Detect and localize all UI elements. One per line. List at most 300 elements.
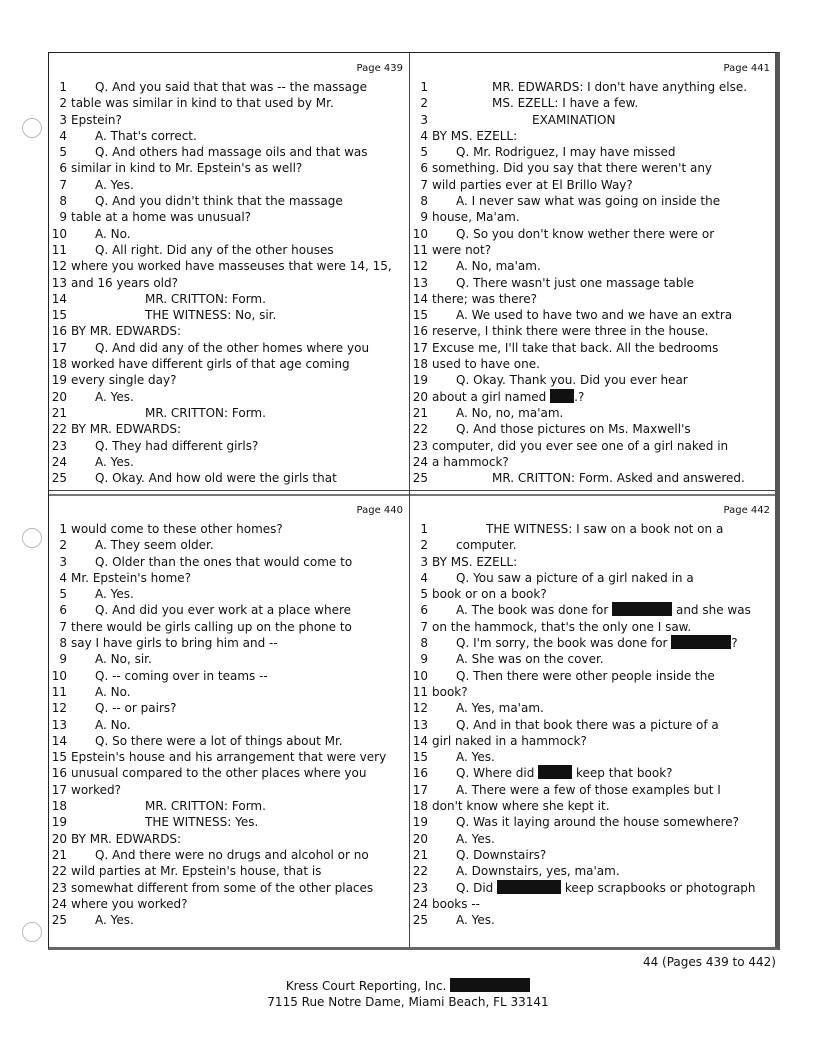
- line-text-main: A. Yes.: [95, 913, 134, 928]
- line-text: [71, 521, 283, 537]
- transcript-line: [49, 733, 409, 749]
- line-text-main: where you worked?: [71, 896, 188, 911]
- line-text: [71, 421, 181, 437]
- line-text: [95, 537, 214, 553]
- line-number: 12: [412, 259, 428, 274]
- redaction-box: [612, 602, 672, 616]
- transcript-line: [49, 340, 409, 356]
- line-text: [145, 291, 266, 307]
- transcript-line: [49, 144, 409, 160]
- transcript-line: [49, 684, 409, 700]
- line-text: [95, 128, 197, 144]
- transcript-line: [49, 193, 409, 209]
- line-number: 2: [420, 96, 428, 111]
- line-text: [95, 193, 343, 209]
- transcript-line: [49, 635, 409, 651]
- transcript-line: [49, 798, 409, 814]
- transcript-line: [410, 160, 776, 176]
- transcript-lines: [49, 521, 409, 928]
- transcript-line: [49, 372, 409, 388]
- transcript-line: [410, 209, 776, 225]
- line-number: 25: [51, 471, 67, 486]
- line-text: [432, 454, 509, 470]
- line-number: 11: [412, 684, 428, 699]
- line-number: 13: [412, 275, 428, 290]
- transcript-line: [410, 323, 776, 339]
- line-text-tail: .?: [574, 389, 585, 404]
- transcript-line: [49, 258, 409, 274]
- line-text-main: MS. EZELL: I have a few.: [492, 96, 639, 111]
- line-text: [95, 684, 131, 700]
- line-text: [432, 340, 718, 356]
- transcript-line: [49, 209, 409, 225]
- transcript-line: [49, 896, 409, 912]
- line-text: [456, 635, 738, 651]
- line-text-main: Q. Then there were other people inside the: [456, 668, 715, 683]
- line-text-main: A. That's correct.: [95, 128, 197, 143]
- line-text-main: A. Yes.: [95, 587, 134, 602]
- line-text-main: wild parties ever at El Brillo Way?: [432, 177, 633, 192]
- line-number: 16: [51, 766, 67, 781]
- line-text: [71, 635, 278, 651]
- line-text: [432, 128, 517, 144]
- line-text-main: MR. CRITTON: Form.: [145, 405, 266, 420]
- line-text: [432, 160, 712, 176]
- line-number: 22: [51, 864, 67, 879]
- line-number: 19: [51, 815, 67, 830]
- line-text: [95, 668, 268, 684]
- line-number: 5: [59, 145, 67, 160]
- line-text-main: Q. Was it laying around the house somewhere?: [456, 815, 740, 830]
- line-text: [71, 209, 251, 225]
- line-text-main: Q. You saw a picture of a girl naked in a: [456, 570, 694, 585]
- line-number: 23: [412, 880, 428, 895]
- line-text: [95, 340, 369, 356]
- line-text-main: MR. EDWARDS: I don't have anything else.: [492, 80, 748, 94]
- line-text-main: Mr. Epstein's home?: [71, 570, 192, 585]
- line-text: [71, 160, 302, 176]
- line-number: 17: [51, 340, 67, 355]
- transcript-line: [410, 749, 776, 765]
- transcript-line: [49, 307, 409, 323]
- line-text-main: worked have different girls of that age coming: [71, 357, 350, 372]
- transcript-line: [49, 831, 409, 847]
- line-number: 7: [59, 177, 67, 192]
- line-number: 17: [412, 340, 428, 355]
- line-number: 1: [59, 522, 67, 536]
- line-number: 6: [59, 603, 67, 618]
- line-number: 9: [59, 652, 67, 667]
- line-text-main: BY MS. EZELL:: [432, 128, 518, 143]
- line-text-main: were not?: [432, 242, 492, 257]
- transcript-line: [49, 782, 409, 798]
- line-number: 15: [51, 308, 67, 323]
- line-text-main: every single day?: [71, 373, 177, 388]
- transcript-line: [410, 258, 776, 274]
- line-text-main: on the hammock, that's the only one I saw.: [432, 619, 692, 634]
- line-text-main: used to have one.: [432, 357, 540, 372]
- line-text: [456, 144, 676, 160]
- line-number: 2: [420, 538, 428, 553]
- line-text: [95, 470, 337, 486]
- line-number: 15: [412, 308, 428, 323]
- line-text-main: Q. -- or pairs?: [95, 701, 177, 716]
- line-number: 5: [420, 145, 428, 160]
- line-number: 7: [420, 177, 428, 192]
- line-text-tail: keep scrapbooks or photograph: [561, 880, 756, 895]
- line-number: 22: [51, 422, 67, 437]
- line-text: [456, 880, 756, 896]
- redaction-box: [538, 765, 572, 779]
- line-number: 14: [412, 291, 428, 306]
- line-number: 25: [412, 471, 428, 486]
- line-text: [456, 717, 719, 733]
- transcript-line: [410, 291, 776, 307]
- line-text-main: Q. They had different girls?: [95, 438, 259, 453]
- transcript-line: [49, 668, 409, 684]
- line-text-main: Q. So there were a lot of things about Mr.: [95, 733, 343, 748]
- line-number: 15: [412, 750, 428, 765]
- line-text-main: A. Yes.: [456, 750, 495, 765]
- transcript-line: [49, 700, 409, 716]
- line-number: 3: [59, 112, 67, 127]
- line-number: 24: [51, 896, 67, 911]
- line-text: [71, 765, 366, 781]
- line-number: 23: [412, 438, 428, 453]
- line-text: [432, 209, 520, 225]
- line-text-main: A. Yes, ma'am.: [456, 701, 544, 716]
- line-text: [95, 79, 367, 95]
- line-text-main: Q. And in that book there was a picture of a: [456, 717, 719, 732]
- line-text-main: Epstein's house and his arrangement that were very: [71, 750, 387, 765]
- line-text-main: worked?: [71, 782, 121, 797]
- line-number: 14: [51, 291, 67, 306]
- line-text-main: table at a home was unusual?: [71, 210, 252, 225]
- transcript-line: [49, 880, 409, 896]
- line-text: [71, 863, 321, 879]
- line-number: 19: [51, 373, 67, 388]
- transcript-line: [410, 684, 776, 700]
- line-text: [456, 749, 495, 765]
- transcript-lines: [410, 521, 776, 928]
- line-number: 9: [420, 210, 428, 225]
- line-number: 6: [420, 603, 428, 618]
- line-text-main: THE WITNESS: No, sir.: [145, 308, 277, 323]
- line-number: 21: [51, 405, 67, 420]
- transcript-line: [49, 454, 409, 470]
- line-text: [456, 668, 715, 684]
- line-number: 9: [420, 652, 428, 667]
- line-number: 10: [51, 226, 67, 241]
- line-text-main: books --: [432, 896, 480, 911]
- line-text: [71, 782, 121, 798]
- line-text-main: say I have girls to bring him and --: [71, 636, 278, 651]
- line-number: 18: [51, 799, 67, 814]
- line-text: [456, 275, 694, 291]
- transcript-line: [49, 814, 409, 830]
- line-text-main: A. I never saw what was going on inside the: [456, 194, 721, 209]
- transcript-line: [410, 602, 776, 618]
- transcript-line: [49, 79, 409, 95]
- line-text-main: MR. CRITTON: Form.: [145, 799, 266, 814]
- transcript-line: [49, 128, 409, 144]
- redaction-box: [450, 978, 530, 992]
- line-text-main: Q. Okay. Thank you. Did you ever hear: [456, 373, 688, 388]
- line-number: 7: [59, 619, 67, 634]
- transcript-line: [410, 112, 776, 128]
- line-text-main: A. There were a few of those examples but I: [456, 782, 721, 797]
- line-text-main: A. Downstairs, yes, ma'am.: [456, 864, 620, 879]
- line-number: 12: [51, 259, 67, 274]
- transcript-line: [410, 765, 776, 781]
- transcript-line: [410, 847, 776, 863]
- line-text-main: A. No.: [95, 717, 131, 732]
- page-number-label: Page 439: [356, 63, 403, 74]
- transcript-line: [410, 340, 776, 356]
- line-text-main: Q. Downstairs?: [456, 847, 547, 862]
- line-text: [432, 619, 691, 635]
- line-text: [432, 323, 709, 339]
- transcript-line: [410, 651, 776, 667]
- transcript-line: [49, 470, 409, 486]
- line-number: 4: [420, 128, 428, 143]
- line-text: [95, 226, 131, 242]
- line-text-tail: keep that book?: [572, 766, 673, 781]
- transcript-line: [49, 160, 409, 176]
- redaction-box: [497, 880, 561, 894]
- line-number: 20: [51, 831, 67, 846]
- line-text-main: Q. And others had massage oils and that was: [95, 145, 368, 160]
- line-text-main: wild parties at Mr. Epstein's house, that is: [71, 864, 322, 879]
- transcript-line: [410, 177, 776, 193]
- line-text: [71, 275, 178, 291]
- transcript-line: [49, 291, 409, 307]
- transcript-line: [49, 570, 409, 586]
- line-number: 6: [420, 161, 428, 176]
- line-text: [71, 95, 334, 111]
- line-number: 1: [420, 80, 428, 94]
- line-text: [95, 586, 134, 602]
- transcript-line: [410, 226, 776, 242]
- line-text-main: MR. CRITTON: Form.: [145, 291, 266, 306]
- line-text-main: something. Did you say that there weren't any: [432, 161, 713, 176]
- line-number: 13: [51, 275, 67, 290]
- line-text-main: house, Ma'am.: [432, 210, 520, 225]
- line-text-main: there would be girls calling up on the phone to: [71, 619, 352, 634]
- line-text-main: Q. And did you ever work at a place where: [95, 603, 352, 618]
- page-number-label: Page 442: [723, 505, 770, 516]
- line-text-main: THE WITNESS: Yes.: [145, 815, 259, 830]
- line-text-main: Q. Mr. Rodriguez, I may have missed: [456, 145, 676, 160]
- line-text-main: MR. CRITTON: Form. Asked and answered.: [492, 471, 745, 486]
- transcript-line: [410, 144, 776, 160]
- transcript-line: [49, 537, 409, 553]
- line-text-main: and 16 years old?: [71, 275, 178, 290]
- line-text: [95, 651, 152, 667]
- line-text: [432, 684, 468, 700]
- line-text-main: would come to these other homes?: [71, 522, 283, 536]
- line-number: 7: [420, 619, 428, 634]
- line-number: 24: [412, 454, 428, 469]
- line-text-main: THE WITNESS: I saw on a book not on a: [486, 522, 724, 536]
- line-number: 11: [51, 242, 67, 257]
- transcript-line: [49, 847, 409, 863]
- line-number: 3: [420, 554, 428, 569]
- line-number: 10: [51, 668, 67, 683]
- line-number: 20: [412, 831, 428, 846]
- line-text-main: A. No, no, ma'am.: [456, 405, 564, 420]
- line-text: [95, 144, 368, 160]
- page-number-label: Page 441: [723, 63, 770, 74]
- line-text-main: A. No.: [95, 226, 131, 241]
- line-text-main: don't know where she kept it.: [432, 799, 610, 814]
- transcript-line: [410, 95, 776, 111]
- transcript-line: [410, 700, 776, 716]
- line-text: [71, 323, 181, 339]
- transcript-line: [410, 193, 776, 209]
- line-number: 4: [59, 128, 67, 143]
- line-text-main: Q. There wasn't just one massage table: [456, 275, 695, 290]
- line-text: [71, 749, 386, 765]
- transcript-line: [49, 438, 409, 454]
- line-number: 22: [412, 422, 428, 437]
- line-text-main: book?: [432, 684, 468, 699]
- transcript-line: [410, 454, 776, 470]
- line-number: 3: [59, 554, 67, 569]
- line-text-main: BY MR. EDWARDS:: [71, 422, 182, 437]
- line-text-main: A. No, sir.: [95, 652, 152, 667]
- line-text: [145, 405, 266, 421]
- line-text-main: A. Yes.: [456, 913, 495, 928]
- line-text: [71, 896, 188, 912]
- transcript-line: [49, 554, 409, 570]
- line-text-main: Q. -- coming over in teams --: [95, 668, 268, 683]
- line-number: 21: [51, 847, 67, 862]
- line-text: [486, 521, 723, 537]
- line-text-main: similar in kind to Mr. Epstein's as well?: [71, 161, 303, 176]
- line-text-main: Q. Did: [456, 880, 494, 895]
- line-number: 2: [59, 96, 67, 111]
- line-number: 23: [51, 438, 67, 453]
- line-text-main: Q. Where did: [456, 766, 535, 781]
- line-text: [432, 733, 587, 749]
- transcript-line: [410, 389, 776, 405]
- transcript-line: [49, 749, 409, 765]
- line-text: [492, 95, 638, 111]
- line-text-main: Q. And you said that that was -- the massage: [95, 80, 368, 94]
- line-text: [95, 847, 369, 863]
- line-text: [456, 782, 721, 798]
- line-number: 18: [412, 357, 428, 372]
- line-text: [456, 570, 694, 586]
- transcript-line: [49, 95, 409, 111]
- line-text-main: A. No.: [95, 684, 131, 699]
- line-text: [95, 733, 343, 749]
- hole-punch-mark: [22, 118, 42, 138]
- line-text: [492, 79, 747, 95]
- transcript-line: [410, 307, 776, 323]
- line-text: [95, 602, 351, 618]
- line-text-main: reserve, I think there were three in the house.: [432, 324, 709, 339]
- line-text-main: unusual compared to the other places where you: [71, 766, 367, 781]
- line-number: 18: [51, 357, 67, 372]
- line-number: 20: [51, 389, 67, 404]
- line-text: [71, 356, 350, 372]
- transcript-line: [410, 470, 776, 486]
- line-text: [456, 700, 544, 716]
- line-number: 23: [51, 880, 67, 895]
- transcript-line: [49, 275, 409, 291]
- line-text: [432, 356, 540, 372]
- transcript-line: [410, 275, 776, 291]
- line-number: 2: [59, 538, 67, 553]
- transcript-line: [410, 438, 776, 454]
- transcript-line: [410, 863, 776, 879]
- line-number: 8: [59, 636, 67, 651]
- line-text-main: Q. And there were no drugs and alcohol or no: [95, 847, 369, 862]
- line-text: [456, 847, 546, 863]
- transcript-line: [410, 570, 776, 586]
- line-number: 16: [412, 324, 428, 339]
- line-text: [432, 586, 547, 602]
- transcript-line: [410, 880, 776, 896]
- line-number: 18: [412, 799, 428, 814]
- line-number: 14: [412, 733, 428, 748]
- line-text: [456, 537, 517, 553]
- line-text: [95, 242, 334, 258]
- line-text-main: A. Yes.: [456, 831, 495, 846]
- transcript-line: [410, 405, 776, 421]
- line-text-main: Q. I'm sorry, the book was done for: [456, 636, 668, 651]
- line-number: 16: [412, 766, 428, 781]
- transcript-line: [49, 177, 409, 193]
- page-number-label: Page 440: [356, 505, 403, 516]
- line-text: [456, 405, 563, 421]
- transcript-line: [49, 323, 409, 339]
- line-text: [95, 700, 177, 716]
- line-text-main: Q. So you don't know wether there were or: [456, 226, 715, 241]
- transcript-line: [49, 717, 409, 733]
- hole-punch-mark: [22, 528, 42, 548]
- line-number: 25: [412, 913, 428, 928]
- line-text-main: Q. All right. Did any of the other houses: [95, 242, 334, 257]
- line-text-main: A. No, ma'am.: [456, 259, 541, 274]
- line-number: 10: [412, 668, 428, 683]
- line-text: [145, 798, 266, 814]
- line-number: 4: [420, 570, 428, 585]
- transcript-line: [410, 896, 776, 912]
- transcript-line: [410, 128, 776, 144]
- company-address: 7115 Rue Notre Dame, Miami Beach, FL 33141: [267, 995, 549, 1009]
- transcript-line: [410, 356, 776, 372]
- transcript-line: [410, 831, 776, 847]
- line-text: [71, 831, 181, 847]
- transcript-line: [49, 912, 409, 928]
- line-text: [456, 307, 732, 323]
- transcript-line: [410, 912, 776, 928]
- line-text-main: BY MS. EZELL:: [432, 554, 518, 569]
- line-text-main: BY MR. EDWARDS:: [71, 831, 182, 846]
- line-number: 1: [59, 80, 67, 94]
- line-text-main: A. The book was done for: [456, 603, 609, 618]
- redaction-box: [671, 635, 731, 649]
- line-text-main: a hammock?: [432, 454, 509, 469]
- line-number: 12: [51, 701, 67, 716]
- line-number: 6: [59, 161, 67, 176]
- line-text-main: EXAMINATION: [532, 112, 616, 127]
- line-number: 14: [51, 733, 67, 748]
- transcript-line: [410, 619, 776, 635]
